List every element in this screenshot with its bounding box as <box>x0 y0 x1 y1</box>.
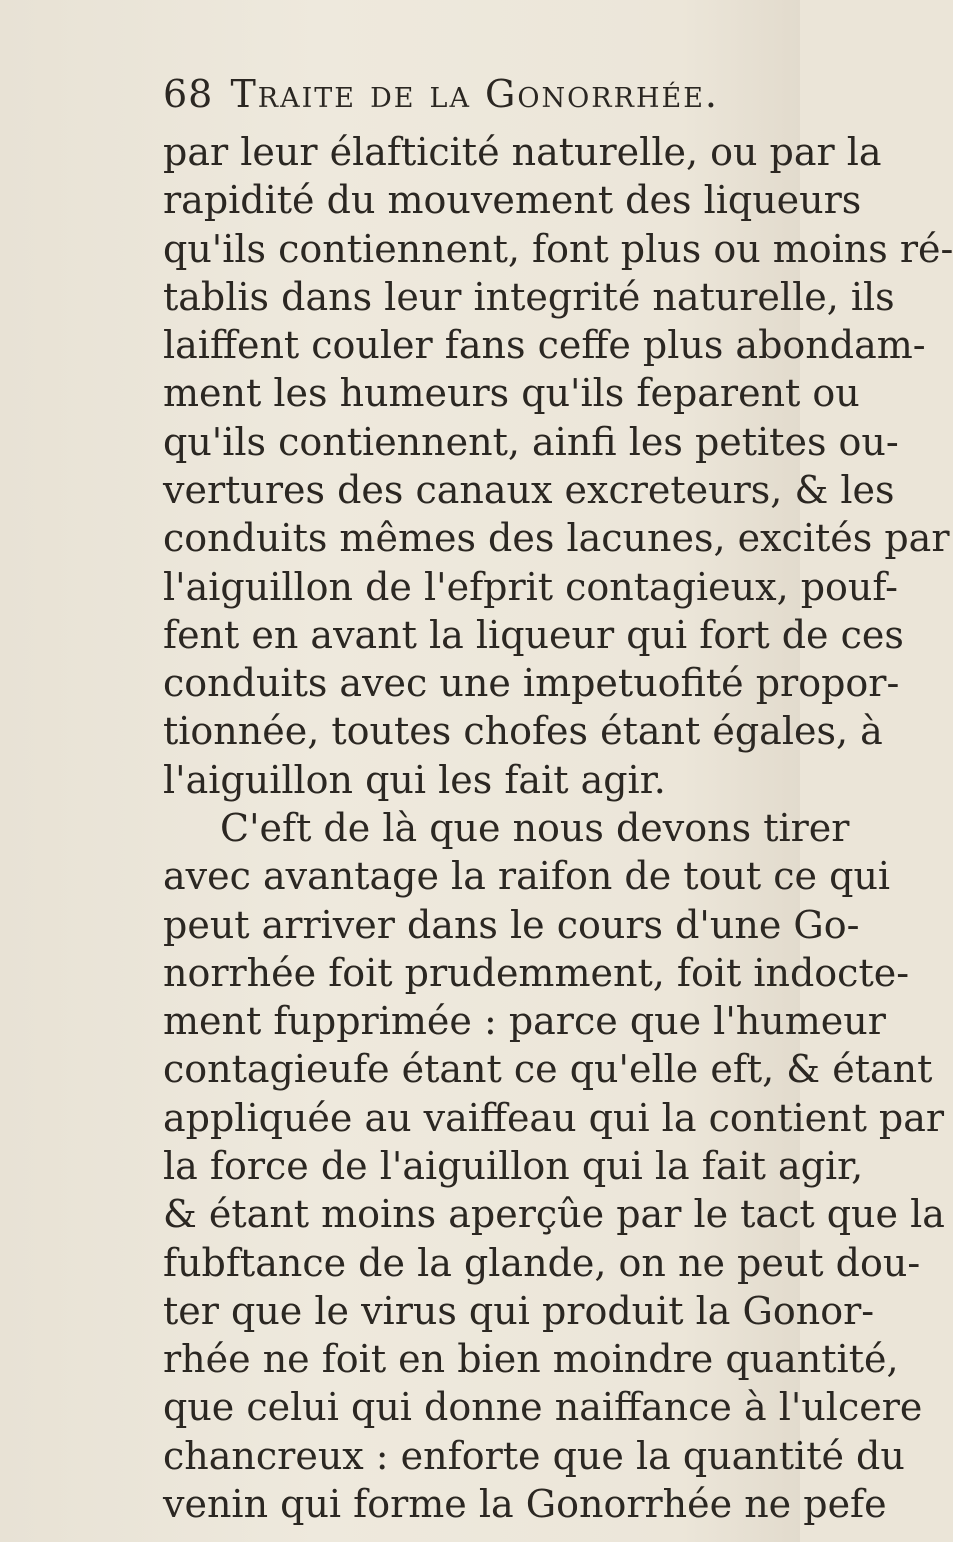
text-line: ter que le virus qui produit la Gonor- <box>163 1289 875 1333</box>
text-line: par leur élafticité naturelle, ou par la <box>163 130 882 174</box>
text-line: C'eft de là que nous devons tirer <box>220 806 850 850</box>
text-line: la force de l'aiguillon qui la fait agir, <box>163 1144 864 1188</box>
text-line: que celui qui donne naiffance à l'ulcere <box>163 1385 923 1429</box>
text-line: contagieufe étant ce qu'elle eft, & étant <box>163 1047 933 1091</box>
text-line: qu'ils contiennent, ainfi les petites ou- <box>163 420 899 464</box>
text-line: appliquée au vaiffeau qui la contient par <box>163 1096 945 1140</box>
text-line: tionnée, toutes chofes étant égales, à <box>163 709 883 753</box>
text-line: fubftance de la glande, on ne peut dou- <box>163 1241 921 1285</box>
text-line: avec avantage la raifon de tout ce qui <box>163 854 891 898</box>
text-line: venin qui forme la Gonorrhée ne pefe <box>163 1482 887 1526</box>
text-line: l'aiguillon de l'efprit contagieux, pouf- <box>163 565 898 609</box>
text-line: rhée ne foit en bien moindre quantité, <box>163 1337 899 1381</box>
text-line: qu'ils contiennent, font plus ou moins ré- <box>163 227 953 271</box>
text-line: rapidité du mouvement des liqueurs <box>163 178 862 222</box>
text-line: conduits mêmes des lacunes, excités par <box>163 516 950 560</box>
page-number: 68 <box>163 72 214 116</box>
text-line: conduits avec une impetuofité propor- <box>163 661 900 705</box>
running-title: Traite de la Gonorrhée. <box>230 72 719 116</box>
text-line: peut arriver dans le cours d'une Go- <box>163 903 860 947</box>
text-line: chancreux : enforte que la quantité du <box>163 1434 905 1478</box>
text-line: laiffent couler fans ceffe plus abondam- <box>163 323 926 367</box>
text-line: l'aiguillon qui les fait agir. <box>163 758 666 802</box>
text-line: vertures des canaux excreteurs, & les <box>163 468 895 512</box>
text-line: ment fupprimée : parce que l'humeur <box>163 999 886 1043</box>
text-line: fent en avant la liqueur qui fort de ces <box>163 613 904 657</box>
text-line: ment les humeurs qu'ils feparent ou <box>163 371 860 415</box>
text-line: tablis dans leur integrité naturelle, ils <box>163 275 895 319</box>
text-line: & étant moins aperçûe par le tact que la <box>163 1192 945 1236</box>
text-line: norrhée foit prudemment, foit indocte- <box>163 951 910 995</box>
